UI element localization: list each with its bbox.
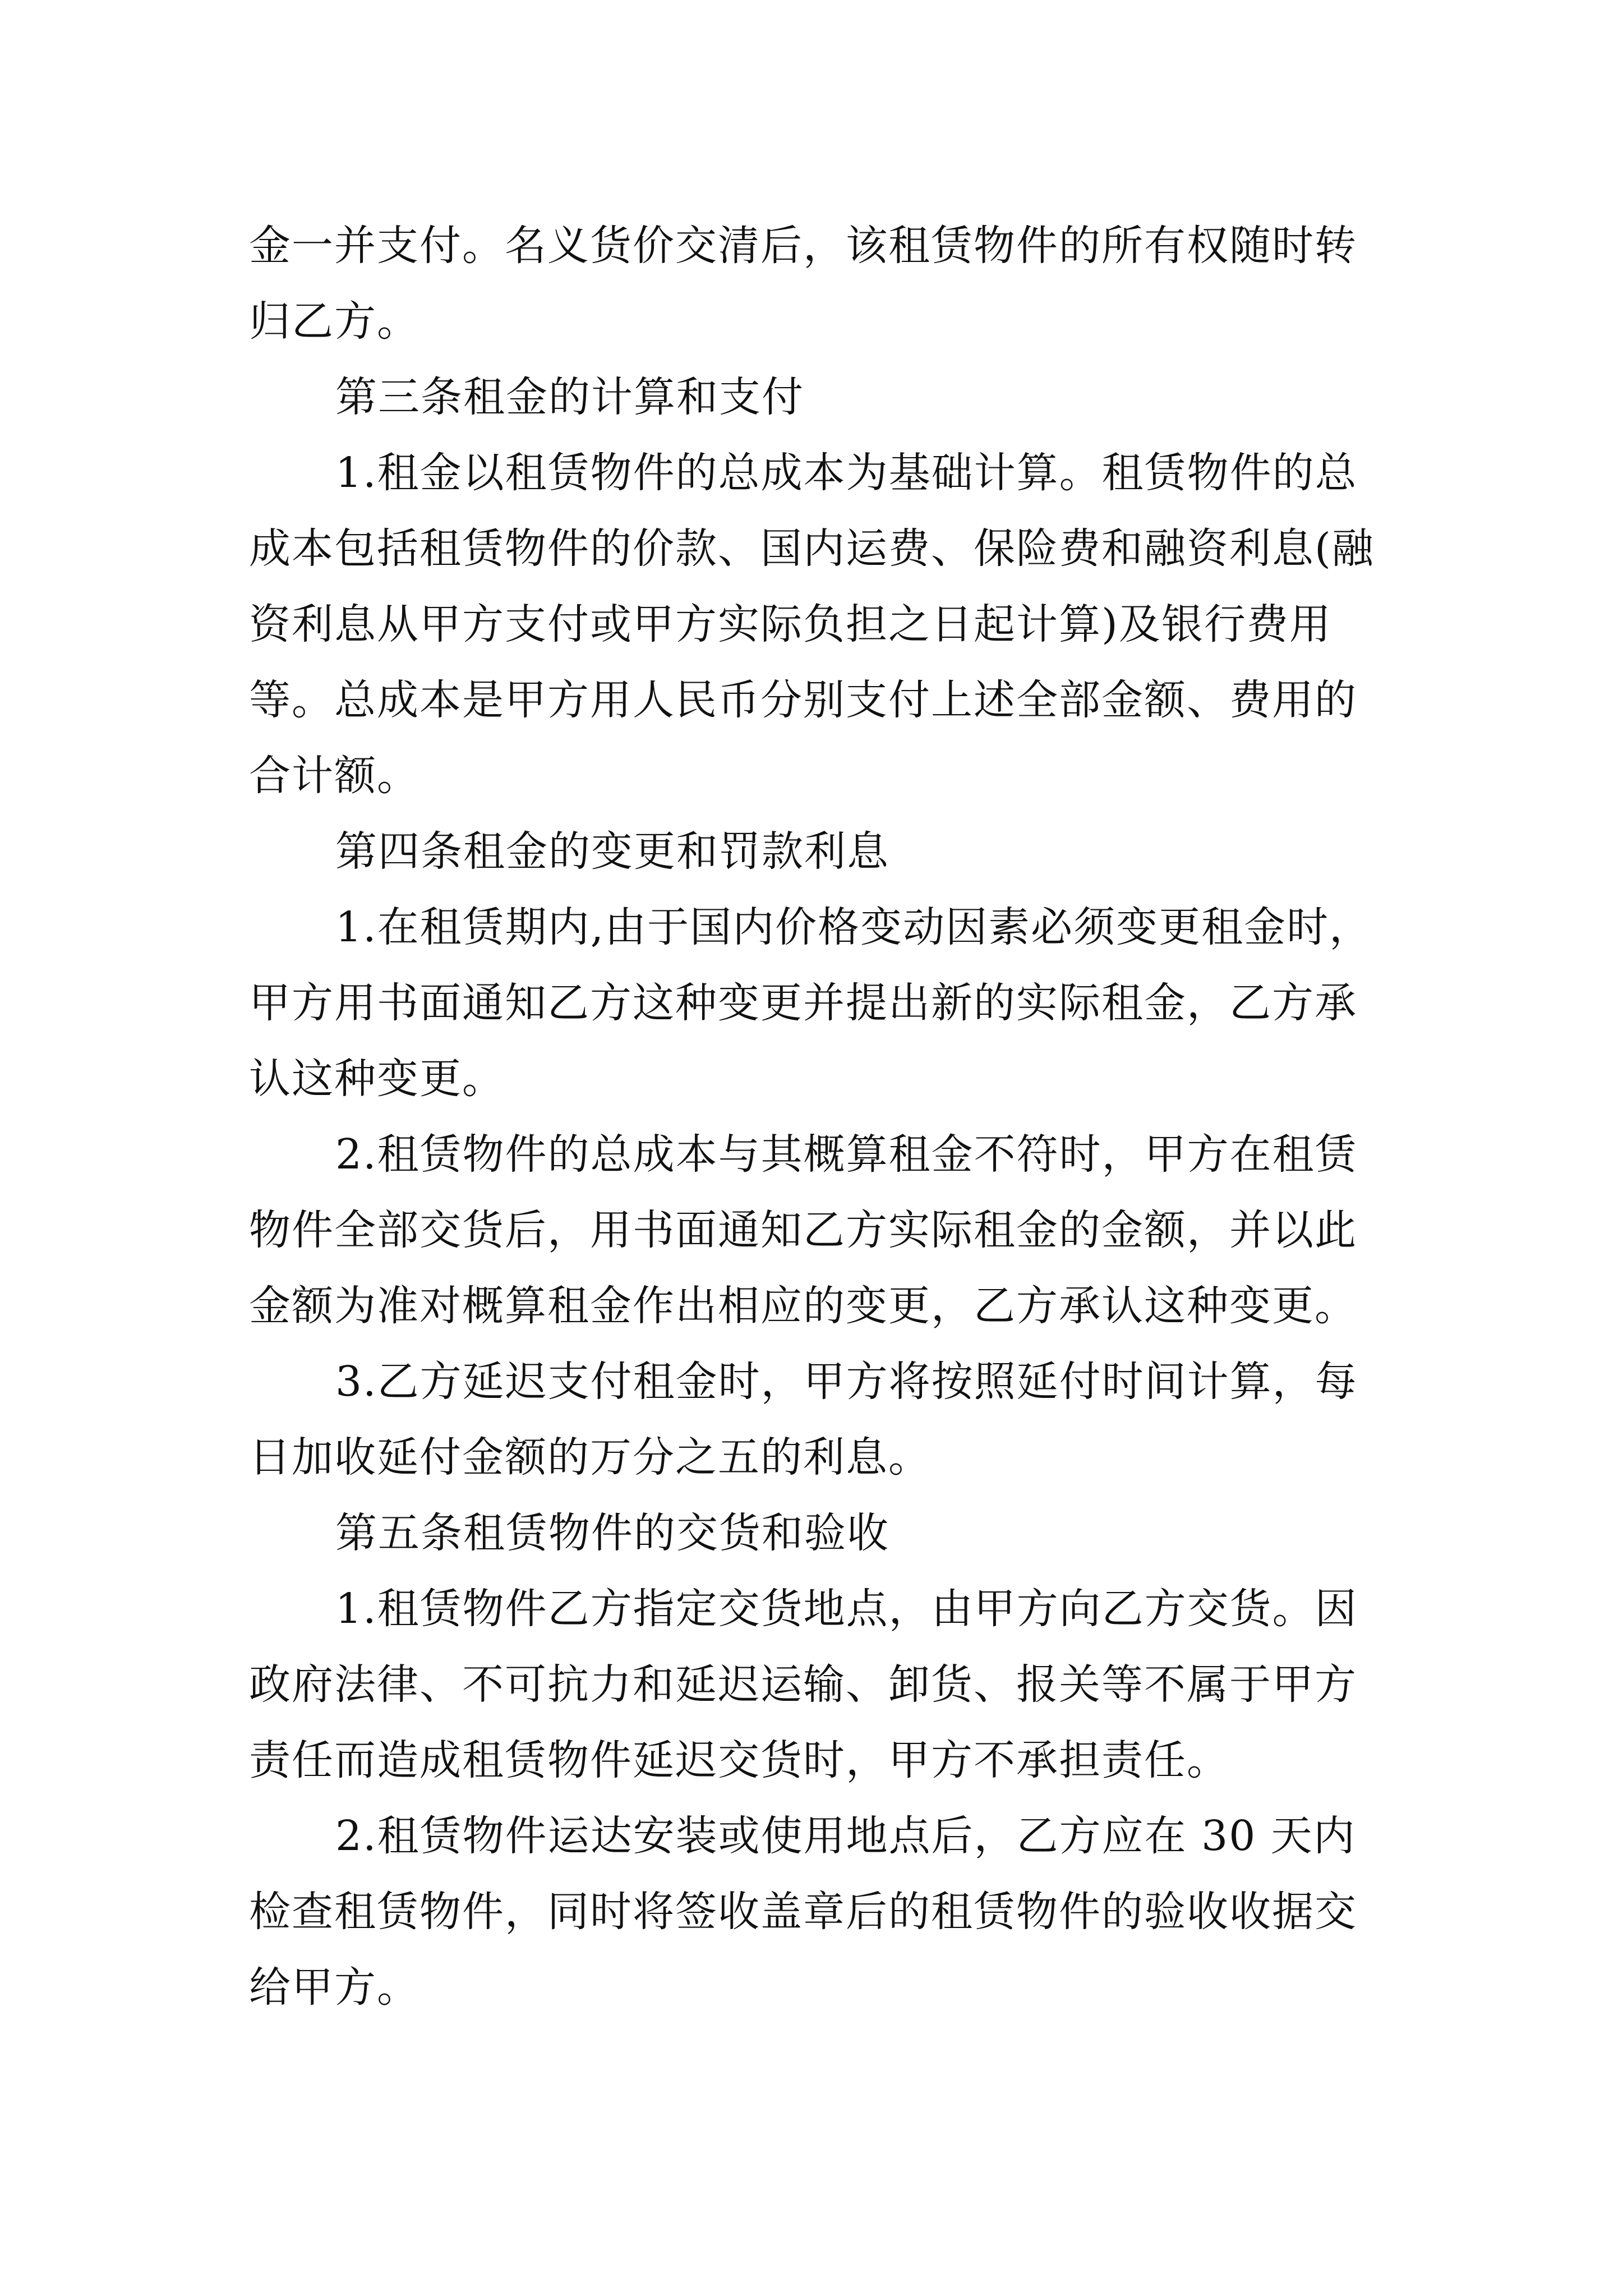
text-line: 日加收延付金额的万分之五的利息。	[249, 1433, 931, 1481]
text-line: 责任而造成租赁物件延迟交货时，甲方不承担责任。	[249, 1736, 1229, 1784]
text-line: 金一并支付。名义货价交清后，该租赁物件的所有权随时转	[249, 222, 1357, 270]
text-line: 2.租赁物件运达安装或使用地点后，乙方应在 30 天内	[335, 1812, 1356, 1860]
text-line: 资利息从甲方支付或甲方实际负担之日起计算)及银行费用	[249, 600, 1332, 648]
text-line: 合计额。	[249, 752, 419, 800]
text-line: 1.租金以租赁物件的总成本为基础计算。租赁物件的总	[335, 449, 1358, 497]
text-line: 认这种变更。	[249, 1055, 505, 1103]
text-line: 金额为准对概算租金作出相应的变更，乙方承认这种变更。	[249, 1282, 1357, 1330]
section-heading: 第四条租金的变更和罚款利息	[335, 827, 889, 876]
text-line: 给甲方。	[249, 1963, 419, 2012]
text-line: 物件全部交货后，用书面通知乙方实际租金的金额，并以此	[249, 1206, 1357, 1254]
text-line: 3.乙方延迟支付租金时，甲方将按照延付时间计算，每	[335, 1358, 1358, 1406]
text-line: 归乙方。	[249, 297, 419, 346]
text-line: 等。总成本是甲方用人民币分别支付上述全部金额、费用的	[249, 676, 1357, 724]
text-line: 政府法律、不可抗力和延迟运输、卸货、报关等不属于甲方	[249, 1660, 1357, 1709]
section-heading: 第五条租赁物件的交货和验收	[335, 1509, 889, 1557]
text-line: 检查租赁物件，同时将签收盖章后的租赁物件的验收收据交	[249, 1888, 1357, 1936]
section-heading: 第三条租金的计算和支付	[335, 373, 804, 421]
text-line: 成本包括租赁物件的价款、国内运费、保险费和融资利息(融	[249, 524, 1375, 573]
text-line: 1.在租赁期内,由于国内价格变动因素必须变更租金时，	[335, 903, 1372, 951]
text-line: 1.租赁物件乙方指定交货地点，由甲方向乙方交货。因	[335, 1585, 1358, 1633]
text-line: 甲方用书面通知乙方这种变更并提出新的实际租金，乙方承	[249, 979, 1357, 1027]
text-line: 2.租赁物件的总成本与其概算租金不符时，甲方在租赁	[335, 1130, 1358, 1179]
